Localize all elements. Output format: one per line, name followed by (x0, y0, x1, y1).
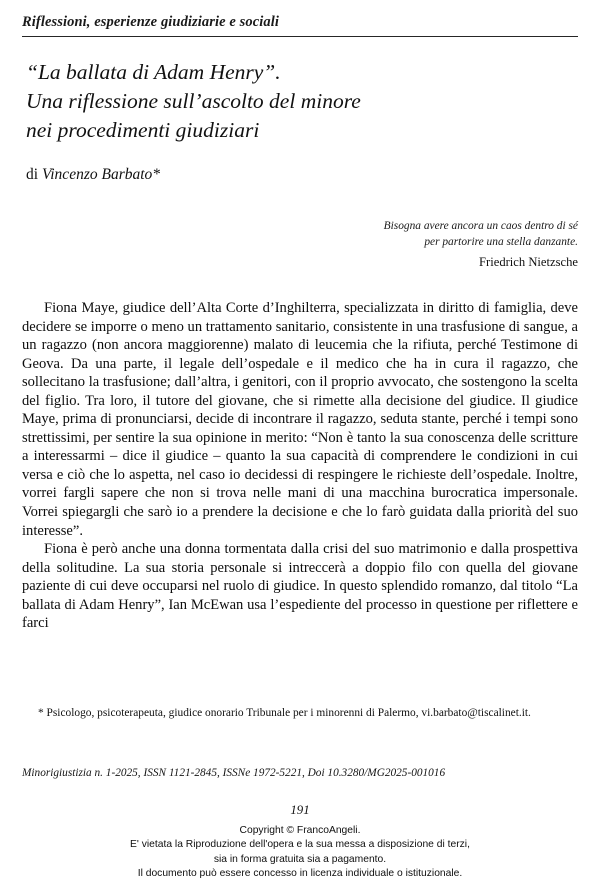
journal-citation-line: Minorigiustizia n. 1-2025, ISSN 1121-2845, ISSNe 1972-5221, Doi 10.3280/MG2025-001016 (22, 767, 446, 779)
copyright-line-1: Copyright © FrancoAngeli. (239, 825, 361, 836)
epigraph (248, 218, 578, 272)
byline (26, 165, 578, 185)
running-head (22, 14, 578, 37)
copyright-notice (0, 824, 600, 882)
body-paragraph-2: Fiona è però anche una donna tormentata dalla crisi del suo matrimonio e dalla prospettiva della solitudine. La sua storia personale si intreccerà a doppio filo con quella del giovane paziente di cui deve occuparsi nel ruolo di giudice. In questo splendido romanzo, dal titolo “La ballata di Adam Henry”, Ian McEwan usa l’espediente del processo in questione per riflettere e farci (22, 541, 578, 632)
epigraph-attribution: Friedrich Nietzsche (479, 255, 578, 270)
article-title-line-2: Una riflessione sull’ascolto del minore (26, 89, 361, 114)
title-block (26, 58, 578, 185)
page-number: 191 (290, 803, 310, 817)
page-title (26, 58, 578, 146)
copyright-line-4: Il documento può essere concesso in licenza individuale o istituzionale. (137, 868, 463, 880)
running-head-label: Riflessioni, esperienze giudiziarie e sociali (22, 14, 280, 30)
epigraph-line-1: Bisogna avere ancora un caos dentro di sé (383, 220, 578, 232)
copyright-line-2: E' vietata la Riproduzione dell'opera e la sua messa a disposizione di terzi, (130, 839, 470, 851)
running-head-divider (22, 36, 578, 37)
article-title-line-3: nei procedimenti giudiziari (26, 118, 260, 143)
byline-author-name: Vincenzo Barbato* (41, 165, 161, 183)
body-text (22, 299, 578, 633)
article-title-line-1: “La ballata di Adam Henry”. (26, 60, 281, 84)
byline-prefix: di (26, 165, 42, 183)
body-paragraph-1: Fiona Maye, giudice dell’Alta Corte d’Inghilterra, specializzata in diritto di famiglia, deve decidere se imporre o meno un trattamento sanitario, consistente in una trasfusione di sangue, a un ragazzo (non ancora maggiorenne) malato di leucemia che la rifiuta, perché Testimone di Geova. Da una parte, il legale dell’ospedale e il medico che ha in cura il ragazzo, che sollecitano la trasfusione; dall’altra, i genitori, con il proprio avvocato, che sostengono la scelta del figlio. Tra loro, il tutore del giovane, che si rimette alla decisione del giudice. Il giudice Maye, prima di pronunciarsi, decide di incontrare il ragazzo, seduta stante, perché i tempi sono strettissimi, per sentire la sua opinione in merito: “Non è tanto la sua conoscenza delle scritture a interessarmi – dice il giudice – quanto la sua capacità di comprendere le condizioni in cui versa e ciò che lo aspetta, nel caso io decidessi di respingere le richieste dell’ospedale. Inoltre, vorrei fargli sapere che non si trova nelle mani di una macchina burocratica impersonale. Vorrei spiegargli che sarò io a prendere la decisione e che lo farò guidata dalla priorità del suo interesse”. (22, 300, 578, 539)
epigraph-line-2: per partorire una stella danzante. (424, 236, 578, 249)
footnote-text: * Psicologo, psicoterapeuta, giudice onorario Tribunale per i minorenni di Palermo, vi.barbato@tiscalinet.it. (38, 707, 531, 719)
copyright-line-3: sia in forma gratuita sia a pagamento. (213, 853, 387, 865)
footnote (22, 706, 578, 721)
